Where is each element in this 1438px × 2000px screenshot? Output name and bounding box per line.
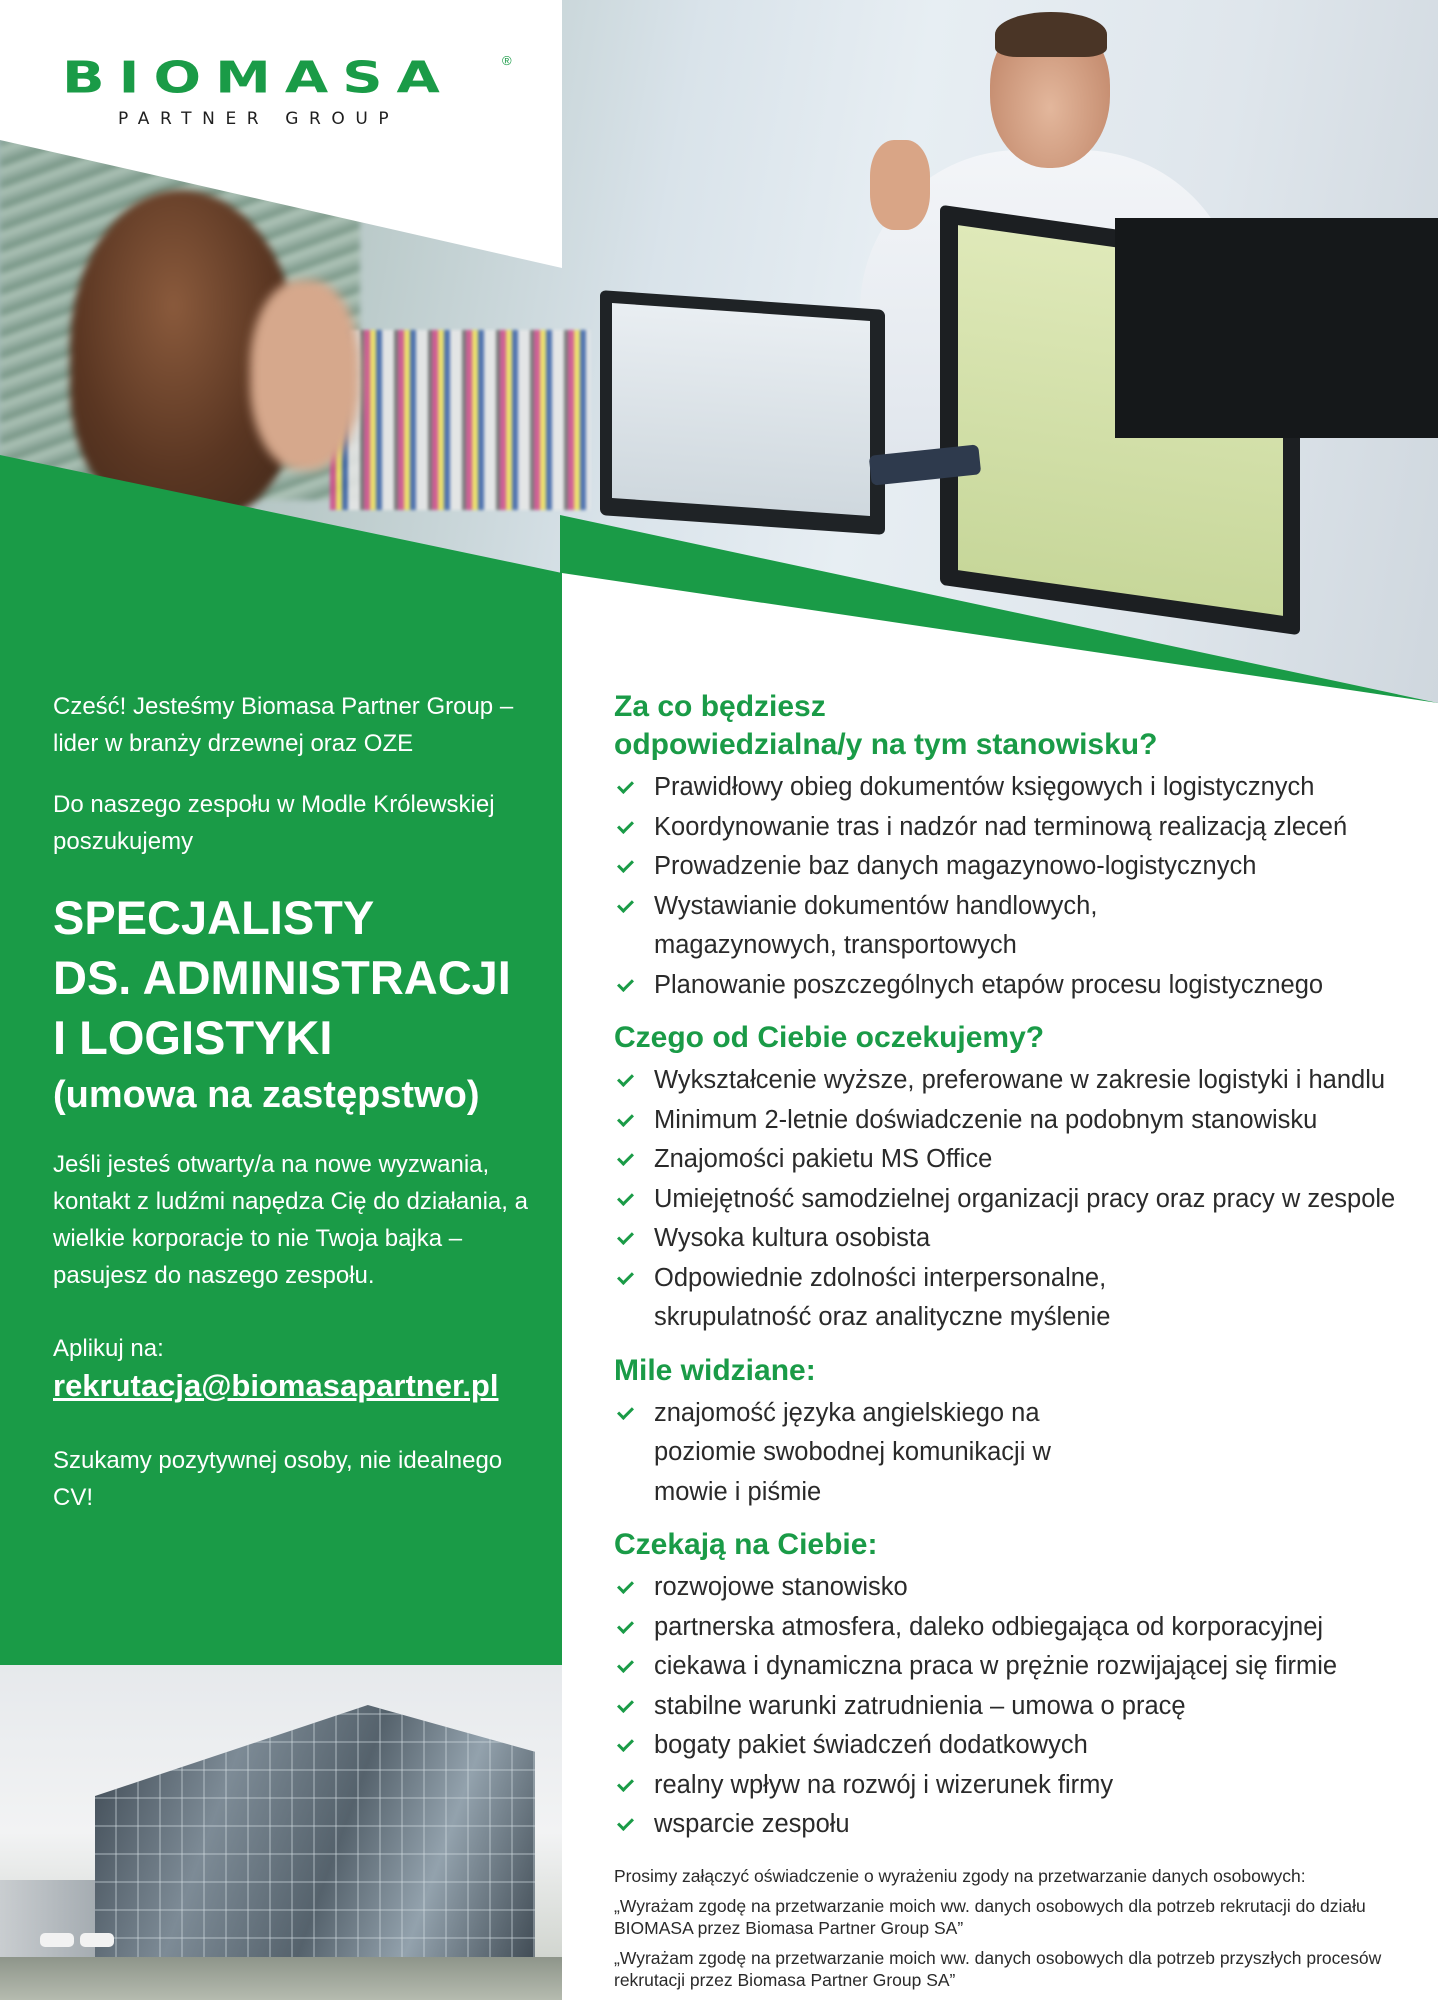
check-icon (617, 856, 634, 873)
details-column (614, 688, 1414, 1991)
list-item: Wystawianie dokumentów handlowych, magazynowych, transportowych (614, 887, 1414, 966)
check-icon (617, 1189, 634, 1206)
list-item: Wysoka kultura osobista (614, 1219, 1414, 1259)
registered-mark: ® (502, 53, 512, 68)
nice-to-have-section (614, 1352, 1414, 1513)
list-item: wsparcie zespołu (614, 1805, 1414, 1845)
man-hand (870, 140, 930, 230)
check-icon (617, 1577, 634, 1594)
section-heading (614, 688, 1414, 764)
responsibilities-list (614, 768, 1414, 1005)
list-item: Prowadzenie baz danych magazynowo-logistycznych (614, 847, 1414, 887)
company-logo (62, 52, 522, 129)
list-item: partnerska atmosfera, daleko odbiegająca od korporacyjnej (614, 1608, 1414, 1648)
requirements-list (614, 1061, 1414, 1338)
desk-stationery (330, 330, 590, 510)
list-item: Prawidłowy obieg dokumentów księgowych i logistycznych (614, 768, 1414, 808)
monitor-left-screen (612, 303, 870, 516)
list-item: Koordynowanie tras i nadzór nad terminową realizacją zleceń (614, 808, 1414, 848)
check-icon (617, 1403, 634, 1420)
check-icon (617, 1735, 634, 1752)
benefits-section (614, 1526, 1414, 1845)
job-title-line: I LOGISTYKI (53, 1011, 333, 1064)
check-icon (617, 1656, 634, 1673)
ground (0, 1957, 562, 2000)
list-item: ciekawa i dynamiczna praca w prężnie rozwijającej się firmie (614, 1647, 1414, 1687)
closing-text: Szukamy pozytywnej osoby, nie idealnego CV! (53, 1447, 503, 1511)
check-icon (617, 1617, 634, 1634)
list-item: Znajomości pakietu MS Office (614, 1140, 1414, 1180)
responsibilities-section (614, 688, 1414, 1005)
requirements-section (614, 1019, 1414, 1338)
intro-column (53, 688, 543, 1516)
check-icon (617, 896, 634, 913)
list-item: Planowanie poszczególnych etapów procesu logistycznego (614, 966, 1414, 1006)
check-icon (617, 817, 634, 834)
list-item: znajomość języka angielskiego na poziomie swobodnej komunikacji w mowie i piśmie (614, 1394, 1414, 1513)
check-icon (617, 1228, 634, 1245)
list-item: Odpowiednie zdolności interpersonalne, skrupulatność oraz analityczne myślenie (614, 1259, 1414, 1338)
apply-email-link[interactable]: rekrutacja@biomasapartner.pl (53, 1368, 499, 1403)
section-heading: Czego od Ciebie oczekujemy? (614, 1021, 1045, 1054)
list-item: bogaty pakiet świadczeń dodatkowych (614, 1726, 1414, 1766)
building-photo (0, 1665, 562, 2000)
job-title-line: DS. ADMINISTRACJI (53, 951, 511, 1004)
apply-label: Aplikuj na: (53, 1335, 164, 1362)
contract-type: (umowa na zastępstwo) (53, 1074, 480, 1116)
logo-wordmark: BIOMASA (62, 52, 454, 104)
section-heading: Czekają na Ciebie: (614, 1528, 878, 1561)
intro (53, 688, 543, 860)
check-icon (617, 777, 634, 794)
intro-location: Do naszego zespołu w Modle Królewskiej poszukujemy (53, 791, 495, 855)
check-icon (617, 975, 634, 992)
intro-greeting: Cześć! Jesteśmy Biomasa Partner Group – lider w branży drzewnej oraz OZE (53, 693, 514, 757)
job-title-line: SPECJALISTY (53, 891, 375, 944)
list-item: stabilne warunki zatrudnienia – umowa o pracę (614, 1687, 1414, 1727)
consent-intro: Prosimy załączyć oświadczenie o wyrażeniu zgody na przetwarzanie danych osobowych: (614, 1865, 1306, 1886)
consent-clause: „Wyrażam zgodę na przetwarzanie moich ww. danych osobowych dla potrzeb przyszłych procesów rekrutacji przez Biomasa Partner Group SA” (614, 1947, 1382, 1990)
list-item: Minimum 2-letnie doświadczenie na podobnym stanowisku (614, 1101, 1414, 1141)
consent-note (614, 1865, 1414, 1991)
section-heading-line: odpowiedzialna/y na tym stanowisku? (614, 728, 1158, 761)
check-icon (617, 1149, 634, 1166)
list-item: Wykształcenie wyższe, preferowane w zakresie logistyki i handlu (614, 1061, 1414, 1101)
monitor-back (1115, 218, 1438, 438)
benefits-list (614, 1568, 1414, 1845)
list-item: Umiejętność samodzielnej organizacji pracy oraz pracy w zespole (614, 1180, 1414, 1220)
section-heading: Mile widziane: (614, 1353, 816, 1387)
car (40, 1933, 74, 1947)
man-hair (995, 12, 1107, 57)
check-icon (617, 1775, 634, 1792)
consent-clause: „Wyrażam zgodę na przetwarzanie moich ww. danych osobowych dla potrzeb rekrutacji do działu BIOMASA przez Biomasa Partner Group SA” (614, 1895, 1366, 1938)
woman-face (250, 280, 360, 470)
check-icon (617, 1070, 634, 1087)
job-title (53, 888, 543, 1068)
nice-to-have-list (614, 1394, 1414, 1513)
car (80, 1933, 114, 1947)
list-item: rozwojowe stanowisko (614, 1568, 1414, 1608)
job-description: Jeśli jesteś otwarty/a na nowe wyzwania, kontakt z ludźmi napędza Cię do działania, a wielkie korporacje to nie Twoja bajka – pasujesz do naszego zespołu. (53, 1151, 528, 1289)
logo-subtitle: PARTNER GROUP (118, 109, 400, 129)
section-heading-line: Za co będziesz (614, 690, 826, 723)
check-icon (617, 1814, 634, 1831)
check-icon (617, 1268, 634, 1285)
list-item: realny wpływ na rozwój i wizerunek firmy (614, 1766, 1414, 1806)
check-icon (617, 1110, 634, 1127)
check-icon (617, 1696, 634, 1713)
building-facade-grid (95, 1705, 535, 1965)
